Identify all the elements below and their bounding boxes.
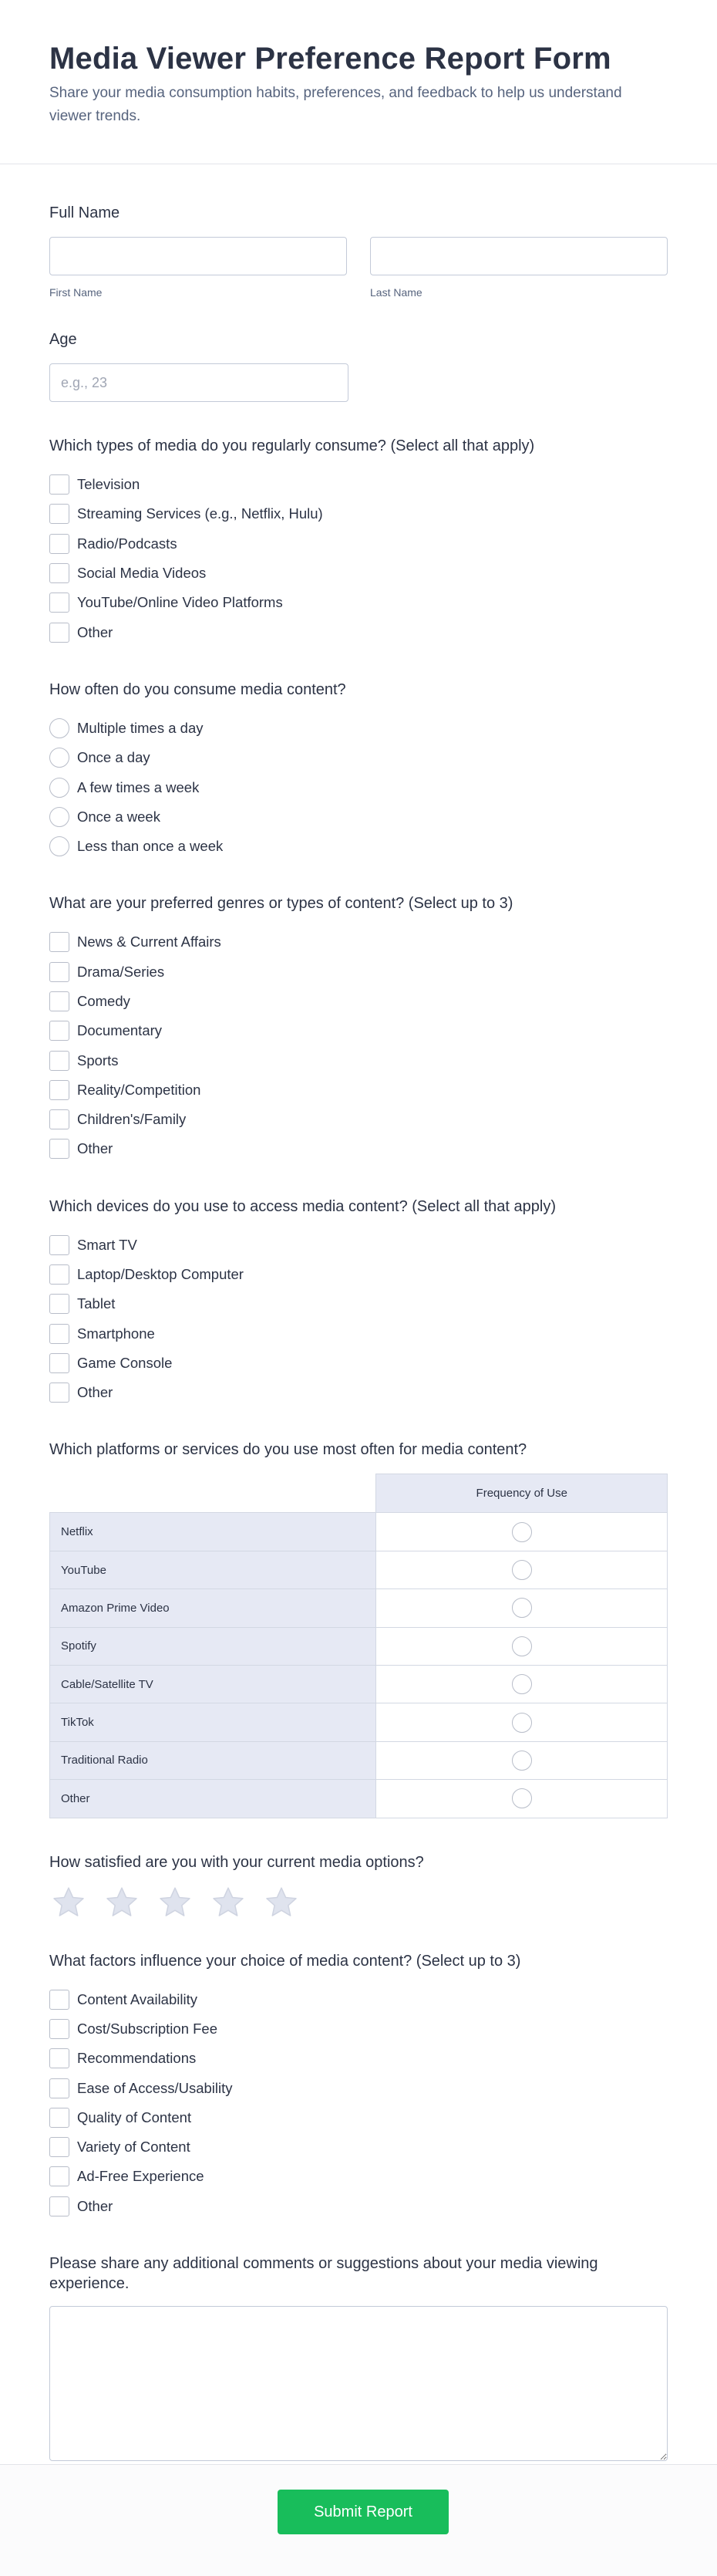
form-header <box>0 0 717 164</box>
genre-option[interactable] <box>49 1105 668 1134</box>
matrix-radio[interactable] <box>512 1598 532 1618</box>
matrix-row-label: YouTube <box>50 1551 376 1588</box>
genres-options <box>49 927 668 1163</box>
media-type-option[interactable] <box>49 559 668 588</box>
checkbox[interactable] <box>49 2048 69 2068</box>
factor-option[interactable] <box>49 1985 668 2014</box>
comments-label: Please share any additional comments or suggestions about your media viewing experience. <box>49 2254 598 2292</box>
option-label: Quality of Content <box>77 2108 192 2125</box>
option-label: Social Media Videos <box>77 565 207 582</box>
matrix-row-label: Traditional Radio <box>50 1741 376 1779</box>
option-label: Television <box>77 476 140 493</box>
star-icon[interactable] <box>210 1885 246 1920</box>
frequency-option[interactable] <box>49 714 668 743</box>
genre-option[interactable] <box>49 987 668 1016</box>
matrix-cell <box>376 1665 668 1703</box>
platforms-section <box>49 1440 668 1818</box>
checkbox[interactable] <box>49 593 69 613</box>
option-label: Other <box>77 623 113 640</box>
matrix-cell <box>376 1780 668 1818</box>
option-label: Radio/Podcasts <box>77 535 177 552</box>
media-type-option[interactable] <box>49 588 668 617</box>
checkbox[interactable] <box>49 474 69 495</box>
media-types-section <box>49 436 668 647</box>
submit-button[interactable]: Submit Report <box>278 2490 449 2534</box>
checkbox[interactable] <box>49 2019 69 2039</box>
radio-button[interactable] <box>49 718 69 738</box>
matrix-radio[interactable] <box>512 1788 532 1808</box>
star-icon[interactable] <box>264 1885 299 1920</box>
last-name-sublabel: Last Name <box>370 286 422 299</box>
matrix-radio[interactable] <box>512 1713 532 1733</box>
factor-option[interactable] <box>49 2014 668 2044</box>
genre-option[interactable] <box>49 1134 668 1163</box>
factor-option[interactable] <box>49 2044 668 2073</box>
checkbox[interactable] <box>49 962 69 982</box>
checkbox[interactable] <box>49 1264 69 1285</box>
matrix-cell <box>376 1513 668 1551</box>
age-section <box>49 329 668 402</box>
frequency-options <box>49 714 668 861</box>
factor-option[interactable] <box>49 2162 668 2191</box>
matrix-row-label: Spotify <box>50 1627 376 1665</box>
platforms-label: Which platforms or services do you use most often for media content? <box>49 1441 527 1459</box>
checkbox[interactable] <box>49 1051 69 1071</box>
matrix-cell <box>376 1551 668 1588</box>
option-label: Other <box>77 2197 113 2214</box>
factors-section <box>49 1951 668 2221</box>
form-body <box>0 203 717 2461</box>
option-label: Ease of Access/Usability <box>77 2079 233 2096</box>
matrix-cell <box>376 1703 668 1741</box>
checkbox[interactable] <box>49 1353 69 1373</box>
media-types-options <box>49 470 668 647</box>
checkbox[interactable] <box>49 1139 69 1159</box>
genre-option[interactable] <box>49 1075 668 1105</box>
device-option[interactable] <box>49 1289 668 1318</box>
matrix-row <box>50 1513 668 1551</box>
option-label: Children's/Family <box>77 1111 187 1128</box>
matrix-row <box>50 1703 668 1741</box>
option-label: Other <box>77 1140 113 1157</box>
comments-textarea[interactable] <box>49 2306 668 2461</box>
genres-section <box>49 893 668 1163</box>
matrix-row <box>50 1551 668 1588</box>
option-label: Once a week <box>77 808 160 825</box>
star-icon[interactable] <box>104 1885 140 1920</box>
star-icon[interactable] <box>51 1885 86 1920</box>
form-description: Share your media consumption habits, preferences, and feedback to help us understand viewer trends. <box>49 85 622 124</box>
checkbox[interactable] <box>49 1324 69 1344</box>
star-rating <box>49 1885 668 1920</box>
matrix-row <box>50 1665 668 1703</box>
option-label: Less than once a week <box>77 838 224 855</box>
option-label: Sports <box>77 1052 119 1069</box>
factors-options <box>49 1985 668 2221</box>
option-label: News & Current Affairs <box>77 934 221 950</box>
device-option[interactable] <box>49 1319 668 1349</box>
frequency-option[interactable] <box>49 743 668 772</box>
matrix-column-header: Frequency of Use <box>376 1474 668 1513</box>
option-label: Reality/Competition <box>77 1081 201 1098</box>
option-label: Drama/Series <box>77 963 165 980</box>
checkbox[interactable] <box>49 1109 69 1129</box>
checkbox[interactable] <box>49 2078 69 2098</box>
matrix-row-label: TikTok <box>50 1703 376 1741</box>
factors-label: What factors influence your choice of media content? (Select up to 3) <box>49 1952 521 1970</box>
media-type-option[interactable] <box>49 617 668 647</box>
device-option[interactable] <box>49 1260 668 1289</box>
checkbox[interactable] <box>49 504 69 524</box>
last-name-col <box>370 237 668 299</box>
devices-options <box>49 1231 668 1408</box>
checkbox[interactable] <box>49 2196 69 2216</box>
device-option[interactable] <box>49 1378 668 1407</box>
matrix-radio[interactable] <box>512 1636 532 1656</box>
checkbox[interactable] <box>49 1235 69 1255</box>
comments-section <box>49 2254 668 2461</box>
matrix-row-label: Netflix <box>50 1513 376 1551</box>
matrix-row <box>50 1741 668 1779</box>
satisfaction-label: How satisfied are you with your current media options? <box>49 1853 424 1871</box>
name-row <box>49 237 668 299</box>
matrix-cell <box>376 1741 668 1779</box>
form-title: Media Viewer Preference Report Form <box>49 42 611 76</box>
option-label: Multiple times a day <box>77 719 204 736</box>
option-label: Ad-Free Experience <box>77 2168 204 2185</box>
genre-option[interactable] <box>49 1045 668 1075</box>
frequency-option[interactable] <box>49 802 668 832</box>
matrix-cell <box>376 1627 668 1665</box>
radio-button[interactable] <box>49 748 69 768</box>
device-option[interactable] <box>49 1349 668 1378</box>
radio-button[interactable] <box>49 807 69 827</box>
matrix-row-label: Cable/Satellite TV <box>50 1665 376 1703</box>
factor-option[interactable] <box>49 2132 668 2162</box>
media-types-label: Which types of media do you regularly consume? (Select all that apply) <box>49 437 535 454</box>
radio-button[interactable] <box>49 836 69 856</box>
age-input[interactable] <box>49 363 348 402</box>
first-name-col <box>49 237 347 299</box>
checkbox[interactable] <box>49 2108 69 2128</box>
checkbox[interactable] <box>49 563 69 583</box>
media-type-option[interactable] <box>49 529 668 559</box>
age-label: Age <box>49 331 77 348</box>
matrix-corner <box>50 1474 376 1513</box>
option-label: Comedy <box>77 993 130 1009</box>
option-label: Laptop/Desktop Computer <box>77 1266 244 1283</box>
option-label: Smartphone <box>77 1325 155 1342</box>
factor-option[interactable] <box>49 2073 668 2102</box>
checkbox[interactable] <box>49 1080 69 1100</box>
checkbox[interactable] <box>49 2137 69 2157</box>
media-type-option[interactable] <box>49 499 668 528</box>
checkbox[interactable] <box>49 2166 69 2186</box>
frequency-option[interactable] <box>49 772 668 802</box>
factor-option[interactable] <box>49 2103 668 2132</box>
frequency-label: How often do you consume media content? <box>49 680 346 698</box>
first-name-input[interactable] <box>49 237 347 275</box>
option-label: Other <box>77 1384 113 1401</box>
matrix-radio[interactable] <box>512 1674 532 1694</box>
platforms-matrix <box>49 1474 668 1818</box>
option-label: YouTube/Online Video Platforms <box>77 594 283 611</box>
option-label: Content Availability <box>77 1990 197 2007</box>
form-footer <box>0 2464 717 2576</box>
full-name-section <box>49 203 668 299</box>
checkbox[interactable] <box>49 534 69 554</box>
option-label: Streaming Services (e.g., Netflix, Hulu) <box>77 505 323 522</box>
checkbox[interactable] <box>49 1990 69 2010</box>
factor-option[interactable] <box>49 2192 668 2221</box>
first-name-sublabel: First Name <box>49 286 103 299</box>
checkbox[interactable] <box>49 1021 69 1041</box>
option-label: Cost/Subscription Fee <box>77 2020 218 2037</box>
option-label: Variety of Content <box>77 2139 190 2156</box>
last-name-input[interactable] <box>370 237 668 275</box>
checkbox[interactable] <box>49 1383 69 1403</box>
checkbox[interactable] <box>49 932 69 952</box>
option-label: Documentary <box>77 1022 163 1039</box>
matrix-row-label: Other <box>50 1780 376 1818</box>
checkbox[interactable] <box>49 991 69 1011</box>
matrix-row-label: Amazon Prime Video <box>50 1589 376 1627</box>
genre-option[interactable] <box>49 927 668 957</box>
matrix-radio[interactable] <box>512 1522 532 1542</box>
matrix-row <box>50 1780 668 1818</box>
genre-option[interactable] <box>49 1016 668 1045</box>
option-label: Once a day <box>77 749 150 766</box>
genres-label: What are your preferred genres or types of content? (Select up to 3) <box>49 895 513 913</box>
genre-option[interactable] <box>49 957 668 987</box>
full-name-label: Full Name <box>49 204 120 221</box>
option-label: A few times a week <box>77 778 200 795</box>
devices-section <box>49 1197 668 1408</box>
radio-button[interactable] <box>49 778 69 798</box>
option-label: Smart TV <box>77 1236 137 1253</box>
media-type-option[interactable] <box>49 470 668 499</box>
matrix-row <box>50 1627 668 1665</box>
matrix-radio[interactable] <box>512 1751 532 1771</box>
frequency-section <box>49 680 668 861</box>
satisfaction-section <box>49 1852 668 1920</box>
option-label: Recommendations <box>77 2050 197 2067</box>
checkbox[interactable] <box>49 623 69 643</box>
matrix-row <box>50 1589 668 1627</box>
matrix-cell <box>376 1589 668 1627</box>
frequency-option[interactable] <box>49 832 668 861</box>
checkbox[interactable] <box>49 1294 69 1314</box>
star-icon[interactable] <box>157 1885 193 1920</box>
device-option[interactable] <box>49 1231 668 1260</box>
matrix-radio[interactable] <box>512 1560 532 1580</box>
option-label: Tablet <box>77 1295 116 1312</box>
option-label: Game Console <box>77 1354 173 1371</box>
devices-label: Which devices do you use to access media content? (Select all that apply) <box>49 1197 557 1215</box>
